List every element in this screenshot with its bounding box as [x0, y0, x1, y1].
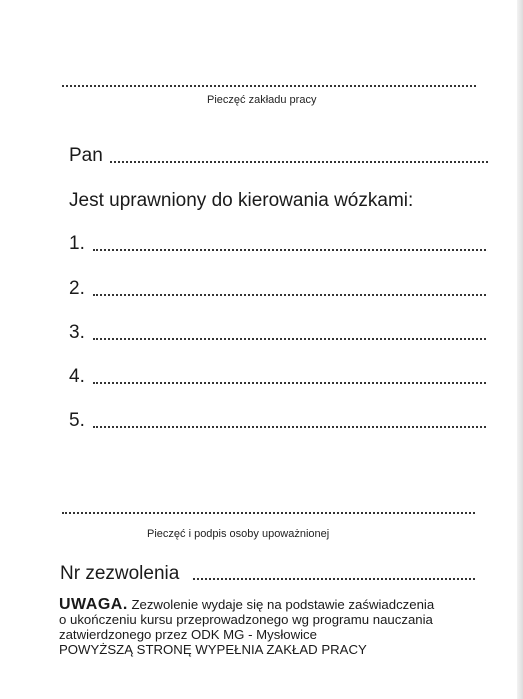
entitlement-item-5-field[interactable] [93, 426, 486, 428]
entitlement-item-4-field[interactable] [93, 382, 486, 384]
notice-line-4: POWYŻSZĄ STRONĘ WYPEŁNIA ZAKŁAD PRACY [59, 642, 367, 657]
notice-block [59, 597, 499, 657]
notice-line-3: zatwierdzonego przez ODK MG - Mysłowice [59, 627, 317, 642]
notice-line-2: o ukończeniu kursu przeprowadzonego wg programu nauczania [59, 612, 433, 627]
permit-number-field[interactable] [193, 578, 475, 580]
entitlement-item-2-field[interactable] [93, 294, 486, 296]
permit-number-label: Nr zezwolenia [60, 563, 180, 584]
stamp-authorized-line [62, 512, 475, 514]
pan-name-field[interactable] [110, 161, 488, 163]
entitlement-item-2-number: 2. [69, 278, 85, 299]
stamp-workplace-line [62, 85, 476, 87]
entitlement-item-1-number: 1. [69, 233, 85, 254]
entitlement-item-4-number: 4. [69, 366, 85, 387]
stamp-authorized-caption: Pieczęć i podpis osoby upoważnionej [147, 528, 330, 540]
scan-edge [517, 0, 523, 699]
entitlement-item-3-field[interactable] [93, 338, 486, 340]
notice-first-line [59, 597, 499, 612]
entitlement-heading: Jest uprawniony do kierowania wózkami: [69, 190, 414, 211]
stamp-workplace-caption: Pieczęć zakładu pracy [207, 94, 317, 106]
entitlement-item-5-number: 5. [69, 410, 85, 431]
pan-label: Pan [69, 145, 103, 166]
entitlement-item-1-field[interactable] [93, 249, 486, 251]
notice-line-1: Zezwolenie wydaje się na podstawie zaświadczenia [131, 597, 435, 612]
notice-title: UWAGA. [59, 596, 128, 613]
entitlement-item-3-number: 3. [69, 322, 85, 343]
